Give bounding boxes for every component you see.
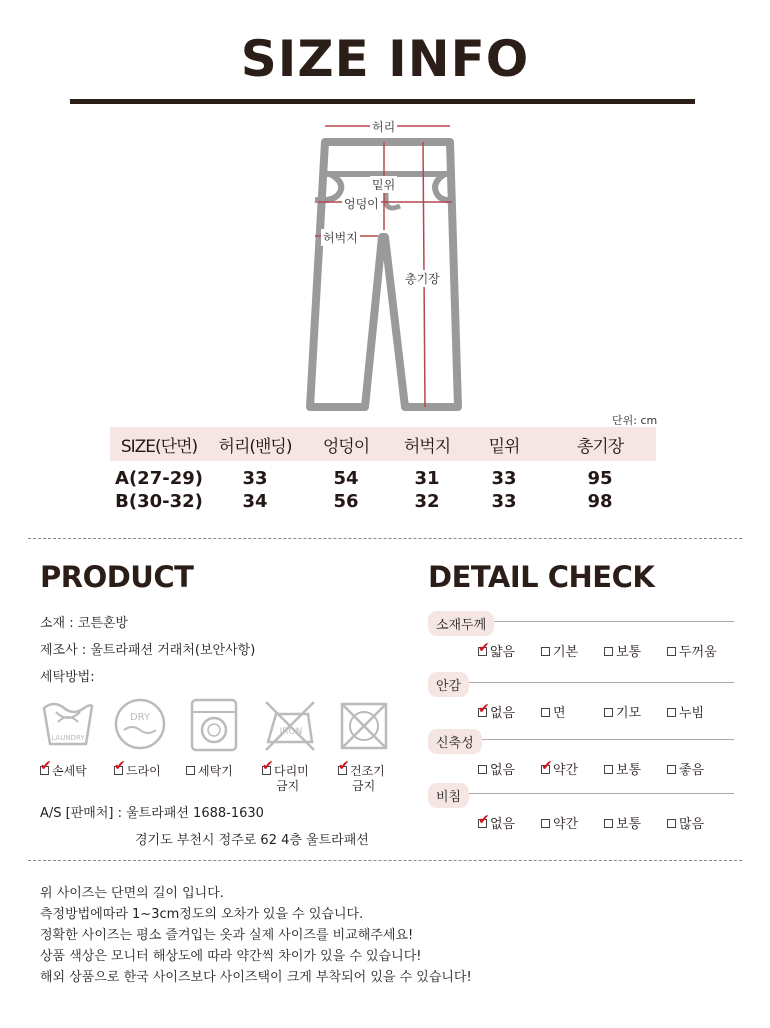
table-row [110,490,656,513]
laundry-icon-text: LAUNDRY [51,734,85,742]
care-machine-wash-label: 세탁기 [198,764,233,778]
note-line: 측정방법에따라 1~3cm정도의 오차가 있을 수 있습니다. [40,907,364,922]
checkbox-icon [478,701,490,717]
cell-thigh: 31 [414,468,440,489]
checkbox-icon [604,765,613,774]
checkbox-icon [478,640,490,656]
care-dry-clean [114,758,161,779]
detail-option-label: 보통 [616,817,642,832]
care-no-iron [262,758,309,794]
detail-option [541,702,566,721]
material-text: 소재 : 코튼혼방 [40,616,128,631]
detail-option-label: 약간 [553,763,579,778]
detail-option [604,813,641,832]
header-waist: 허리(밴딩) [218,436,292,457]
detail-group-label: 비침 [428,783,469,808]
checkmark-icon: ✔ [478,701,490,717]
product-heading: PRODUCT [40,560,194,594]
detail-group-label: 소재두께 [428,611,494,636]
detail-check-heading: DETAIL CHECK [428,560,655,594]
care-no-dryer-line1: 건조기 [350,764,385,778]
detail-option-label: 기모 [616,706,642,721]
checkmark-icon: ✔ [338,758,350,774]
waist-label: 허리 [372,120,396,134]
checkbox-icon [667,765,676,774]
pants-outline-icon [290,112,490,417]
detail-option [478,702,515,721]
laundry-icon [40,698,96,754]
rise-label: 밑위 [372,178,396,192]
cell-waist: 33 [242,468,268,489]
note-line: 정확한 사이즈는 평소 즐겨입는 옷과 실제 사이즈를 비교해주세요! [40,928,414,943]
cell-rise: 33 [491,491,517,512]
checkbox-icon [262,758,274,775]
size-table [110,427,656,513]
checkbox-icon [186,766,195,775]
checkbox-icon [667,819,676,828]
cell-rise: 33 [491,468,517,489]
checkbox-icon [667,647,676,656]
washing-machine-icon [186,698,242,754]
detail-option [541,641,578,660]
hip-label: 엉덩이 [344,197,379,211]
detail-group-label: 안감 [428,672,469,697]
cell-size: B(30-32) [115,491,203,512]
address-text: 경기도 부천시 정주로 62 4층 울트라패션 [135,833,369,848]
note-line: 해외 상품으로 한국 사이즈보다 사이즈택이 크게 부착되어 있을 수 있습니다! [40,970,472,985]
detail-option [478,641,515,660]
size-table-header [110,427,656,461]
care-no-dryer [338,758,385,794]
checkmark-icon: ✔ [478,812,490,828]
detail-option-label: 얇음 [490,645,516,660]
cell-waist: 34 [242,491,268,512]
detail-option [667,813,704,832]
checkmark-icon: ✔ [478,640,490,656]
care-machine-wash [186,764,233,779]
checkbox-icon [40,758,52,775]
pants-diagram [290,112,490,417]
care-hand-wash [40,758,87,779]
care-no-iron-line1: 다리미 [274,764,309,778]
header-size: SIZE(단면) [120,436,198,457]
checkbox-icon [541,647,550,656]
checkmark-icon: ✔ [114,758,126,774]
detail-option [667,641,717,660]
cell-length: 98 [587,491,613,512]
detail-group-line [428,793,734,794]
detail-option-label: 약간 [553,817,579,832]
detail-option-label: 누빔 [679,706,705,721]
length-label: 총기장 [405,272,440,286]
checkmark-icon: ✔ [40,758,52,774]
care-dry-clean-label: 드라이 [126,764,161,778]
title-divider [70,99,695,104]
no-iron-icon [262,698,318,754]
checkbox-icon [114,758,126,775]
detail-group-label: 신축성 [428,729,482,754]
iron-icon-text: IRON [279,727,303,737]
checkbox-icon [541,758,553,774]
page-title: SIZE INFO [240,30,530,88]
note-line: 상품 색상은 모니터 해상도에 따라 약간씩 차이가 있을 수 있습니다! [40,949,422,964]
cell-length: 95 [587,468,613,489]
checkmark-icon: ✔ [262,758,274,774]
care-no-dryer-line2: 금지 [352,779,376,793]
header-thigh: 허벅지 [403,436,451,457]
detail-option-label: 보통 [616,763,642,778]
detail-option [541,759,578,778]
notes [40,883,472,988]
header-length: 총기장 [576,436,624,457]
detail-option-label: 기본 [553,645,579,660]
checkbox-icon [478,765,487,774]
checkbox-icon [667,708,676,717]
detail-option [604,702,641,721]
cell-hip: 56 [333,491,359,512]
dry-icon-text: DRY [129,712,151,723]
detail-option [478,813,515,832]
detail-option-label: 없음 [490,706,516,721]
table-row [110,467,656,490]
detail-option-label: 좋음 [679,763,705,778]
checkmark-icon: ✔ [541,758,553,774]
detail-option-label: 두꺼움 [679,645,717,660]
note-line: 위 사이즈는 단면의 길이 입니다. [40,886,224,901]
checkbox-icon [604,819,613,828]
header-hip: 엉덩이 [322,436,370,457]
detail-option-label: 많음 [679,817,705,832]
checkbox-icon [338,758,350,775]
checkbox-icon [541,819,550,828]
maker-text: 제조사 : 울트라패션 거래처(보안사항) [40,643,256,658]
detail-option-label: 없음 [490,817,516,832]
detail-group-line [428,682,734,683]
detail-option [604,641,641,660]
detail-option [541,813,578,832]
thigh-label: 허벅지 [323,231,358,245]
unit-label: 단위: cm [612,414,658,427]
header-rise: 밑위 [488,436,520,457]
care-hand-wash-label: 손세탁 [52,764,87,778]
detail-option [667,702,704,721]
as-contact: A/S [판매처] : 울트라패션 1688-1630 [40,806,264,821]
detail-option-label: 보통 [616,645,642,660]
section-divider [28,860,742,861]
detail-option [604,759,641,778]
checkbox-icon [604,647,613,656]
no-dryer-icon [336,698,392,754]
cell-thigh: 32 [414,491,440,512]
detail-option [667,759,704,778]
dry-clean-icon [112,696,168,752]
cell-hip: 54 [333,468,359,489]
checkbox-icon [541,708,550,717]
detail-option-label: 없음 [490,763,516,778]
checkbox-icon [604,708,613,717]
cell-size: A(27-29) [115,468,203,489]
care-no-iron-line2: 금지 [276,779,300,793]
detail-option [478,759,515,778]
wash-method-label: 세탁방법: [40,670,95,685]
checkbox-icon [478,812,490,828]
section-divider [28,538,742,539]
detail-option-label: 면 [553,706,566,721]
